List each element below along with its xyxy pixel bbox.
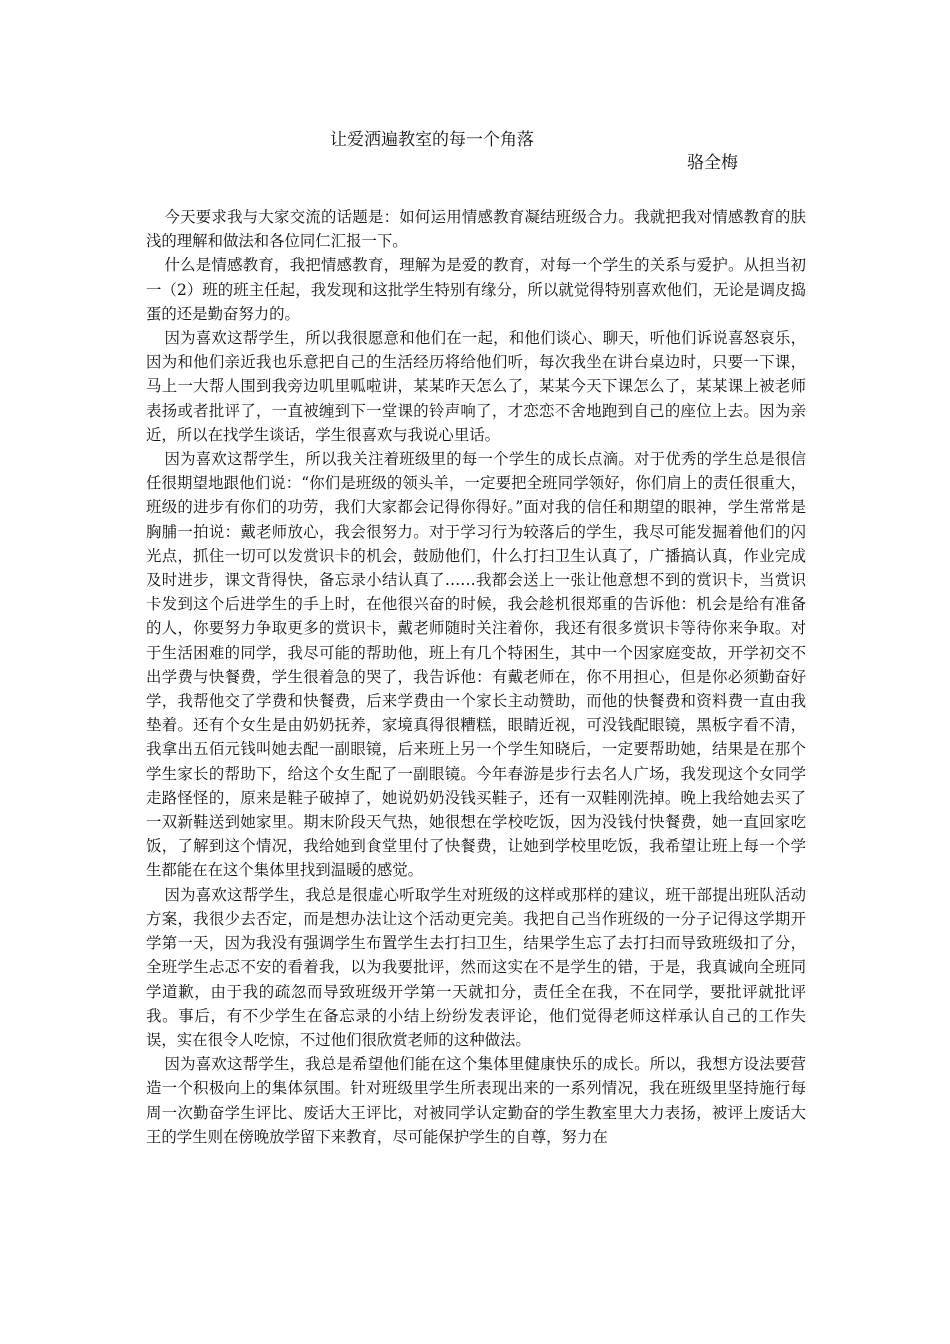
paragraph: 因为喜欢这帮学生，我总是很虚心听取学生对班级的这样或那样的建议，班干部提出班队活动方案，我很少去否定，而是想办法让这个活动更完美。我把自己当作班级的一分子记得这学期开学第一天，因为我没有强调学生布置学生去打扫卫生，结果学生忘了去打扫而导致班级扣了分，全班学生忐忑不安的看着我，以为我要批评，然而这实在不是学生的错，于是，我真诚向全班同学道歉，由于我的疏忽而导致班级开学第一天就扣分，责任全在我，不在同学，要批评就批评我。事后，有不少学生在备忘录的小结上纷纷发表评论，他们觉得老师这样承认自己的工作失误，实在很令人吃惊，不过他们很欣赏老师的这种做法。 bbox=[146, 885, 806, 1049]
paragraph: 什么是情感教育，我把情感教育，理解为是爱的教育，对每一个学生的关系与爱护。从担当初一（2）班的班主任起，我发现和这批学生特别有缘分，所以就觉得特别喜欢他们，无论是调皮捣蛋的还是勤奋努力的。 bbox=[146, 256, 806, 323]
author-name: 骆全梅 bbox=[687, 153, 738, 173]
paragraph: 因为喜欢这帮学生，所以我关注着班级里的每一个学生的成长点滴。对于优秀的学生总是很信任很期望地跟他们说：“你们是班级的领头羊，一定要把全班同学领好，你们肩上的责任很重大，班级的进步有你们的功劳，我们大家都会记得你得好。”面对我的信任和期望的眼神，学生常常是胸脯一拍说：戴老师放心，我会很努力。对于学习行为较落后的学生，我尽可能发掘着他们的闪光点，抓住一切可以发赏识卡的机会，鼓励他们，什么打扫卫生认真了，广播搞认真，作业完成及时进步，课文背得快，备忘录小结认真了……我都会送上一张让他意想不到的赏识卡，当赏识卡发到这个后进学生的手上时，在他很兴奋的时候，我会趁机很郑重的告诉他：机会是给有准备的人，你要努力争取更多的赏识卡，戴老师随时关注着你，我还有很多赏识卡等待你来争取。对于生活困难的同学，我尽可能的帮助他，班上有几个特困生，其中一个因家庭变故，开学初交不出学费与快餐费，学生很着急的哭了，我告诉他：有戴老师在，你不用担心，但是你必须勤奋好学，我帮他交了学费和快餐费，后来学费由一个家长主动赞助，而他的快餐费和资料费一直由我垫着。还有个女生是由奶奶抚养，家境真得很糟糕，眼睛近视，可没钱配眼镜，黑板字看不清，我拿出五佰元钱叫她去配一副眼镜，后来班上另一个学生知晓后，一定要帮助她，结果是在那个学生家长的帮助下，给这个女生配了一副眼镜。今年春游是步行去名人广场，我发现这个女同学走路怪怪的，原来是鞋子破掉了，她说奶奶没钱买鞋子，还有一双鞋刚洗掉。晚上我给她去买了一双新鞋送到她家里。期末阶段天气热，她很想在学校吃饭，因为没钱付快餐费，她一直回家吃饭，了解到这个情况，我给她到食堂里付了快餐费，让她到学校里吃饭，我希望让班上每一个学生都能在在这个集体里找到温暖的感觉。 bbox=[146, 450, 806, 880]
paragraph: 今天要求我与大家交流的话题是：如何运用情感教育凝结班级合力。我就把我对情感教育的肤浅的理解和做法和各位同仁汇报一下。 bbox=[146, 208, 806, 251]
document-title: 让爱洒遍教室的每一个角落 bbox=[330, 130, 534, 150]
document-body bbox=[146, 205, 806, 1149]
paragraph: 因为喜欢这帮学生，所以我很愿意和他们在一起，和他们谈心、聊天，听他们诉说喜怒哀乐，因为和他们亲近我也乐意把自己的生活经历将给他们听，每次我坐在讲台桌边时，只要一下课，马上一大帮人围到我旁边叽里呱啦讲，某某昨天怎么了，某某今天下课怎么了，某某课上被老师表扬或者批评了，一直被缠到下一堂课的铃声响了，才恋恋不舍地跑到自己的座位上去。因为亲近，所以在找学生谈话，学生很喜欢与我说心里话。 bbox=[146, 329, 806, 444]
paragraph: 因为喜欢这帮学生，我总是希望他们能在这个集体里健康快乐的成长。所以，我想方设法要营造一个积极向上的集体氛围。针对班级里学生所表现出来的一系列情况，我在班级里坚持施行每周一次勤奋学生评比、废话大王评比，对被同学认定勤奋的学生教室里大力表扬，被评上废话大王的学生则在傍晚放学留下来教育，尽可能保护学生的自尊，努力在 bbox=[146, 1055, 806, 1146]
